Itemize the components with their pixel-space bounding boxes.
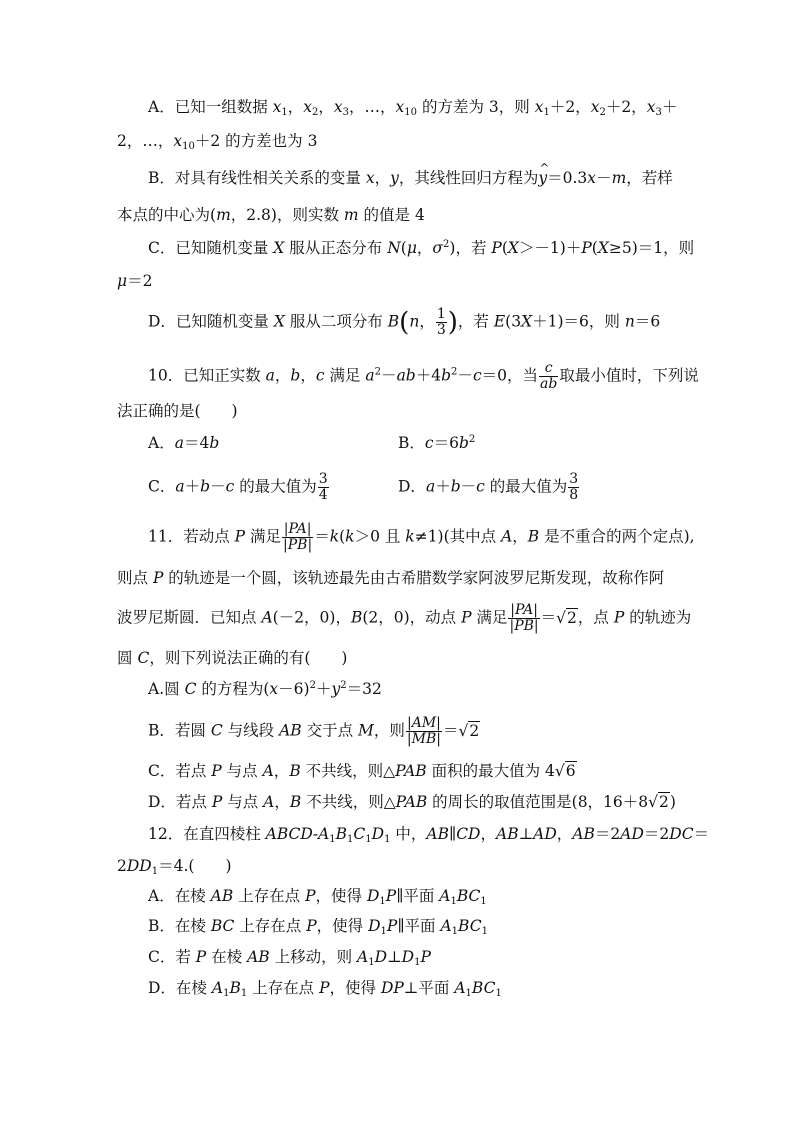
q12-option-a: A．在棱 AB 上存在点 P，使得 $D_1P\parallel$平面 $A_1BC_1$ [148,887,487,907]
q9-option-c-line1: C．已知随机变量 X 服从正态分布 N(μ，$\sigma^2$)，若 P(X＞－1)＋P(X≥5)＝1，则 [148,239,695,257]
q11-option-b: B．若圆 C 与线段 AB 交于点 M，则 $\frac{|AM|}{|MB|}$ ＝√2 [148,715,480,747]
q10-stem-line2: 法正确的是( ) [117,402,238,420]
q12-option-c: C．若 P 在棱 AB 上移动，则 $A_1D\perp D_1P$ [148,948,431,968]
q10-option-c: C．a＋b－c 的最大值为 $\frac{3}{4}$ [148,471,328,503]
q11-stem-line3: 波罗尼斯圆．已知点 A(－2，0)，B(2，0)，动点 P 满足 $\frac{|PA|}{|PB|}$ ＝√2，点 P 的轨迹为 [117,602,692,634]
q9-option-b-line1: B．对具有线性相关关系的变量 x，y，其线性回归方程为^ y＝0.3x－m，若样 [148,167,673,189]
q11-stem-line1: 11．若动点 P 满足 $\frac{|PA|}{|PB|}$ ＝k(k＞0 且 k≠1)(其中点 A，B 是不重合的两个定点), [148,521,695,553]
q11-option-a: A.圆 C 的方程为$(x-6)^2+y^2=32$ [148,680,382,698]
q12-option-d: D．在棱 $A_1B_1$ 上存在点 P，使得 DP⊥平面 $A_1BC_1$ [148,979,502,999]
q10-option-b: B．$c=6b^2$ [398,434,476,452]
q10-stem-line1: 10．已知正实数 a，b，c 满足 $a^2-ab+4b^2-c=0$，当 $\frac{c}{ab}$ 取最小值时，下列说 [148,360,699,392]
q11-option-c: C．若点 P 与点 A，B 不共线，则△PAB 面积的最大值为 4√6 [148,762,576,780]
q9-option-c-line2: μ＝2 [117,272,153,290]
q9-option-a-line1: A．已知一组数据 $x_1$，$x_2$，$x_3$，…，$x_{10}$ 的方差为 3，则 $x_1+2$，$x_2+2$，$x_3+$ [148,98,678,118]
q12-stem-line2: $2DD_1=4$.( ) [117,857,232,877]
q9-option-b-line2: 本点的中心为(m，2.8)，则实数 m 的值是 4 [117,206,425,224]
q11-stem-line2: 则点 P 的轨迹是一个圆，该轨迹最先由古希腊数学家阿波罗尼斯发现，故称作阿 [117,569,665,587]
q9-option-d: D．已知随机变量 X 服从二项分布 B(n， $\frac{1}{3}$ )，若 E(3X＋1)＝6，则 n＝6 [148,306,661,338]
q11-option-d: D．若点 P 与点 A，B 不共线，则△PAB 的周长的取值范围是(8，16＋8√2) [148,793,676,811]
q12-option-b: B．在棱 BC 上存在点 P，使得 $D_1P\parallel$平面 $A_1BC_1$ [148,917,488,937]
q10-option-d: D．a＋b－c 的最大值为 $\frac{3}{8}$ [398,471,579,503]
q9-option-a-line2: 2，…，$x_{10}+2$ 的方差也为 3 [117,132,318,152]
q12-stem-line1: 12．在直四棱柱 ABCD-$A_1B_1C_1D_1$ 中，AB∥CD，AB⊥AD，AB＝2AD＝2DC＝ [148,825,710,845]
q10-option-a: A．a＝4b [148,434,220,452]
q11-stem-line4: 圆 C，则下列说法正确的有( ) [117,649,348,667]
